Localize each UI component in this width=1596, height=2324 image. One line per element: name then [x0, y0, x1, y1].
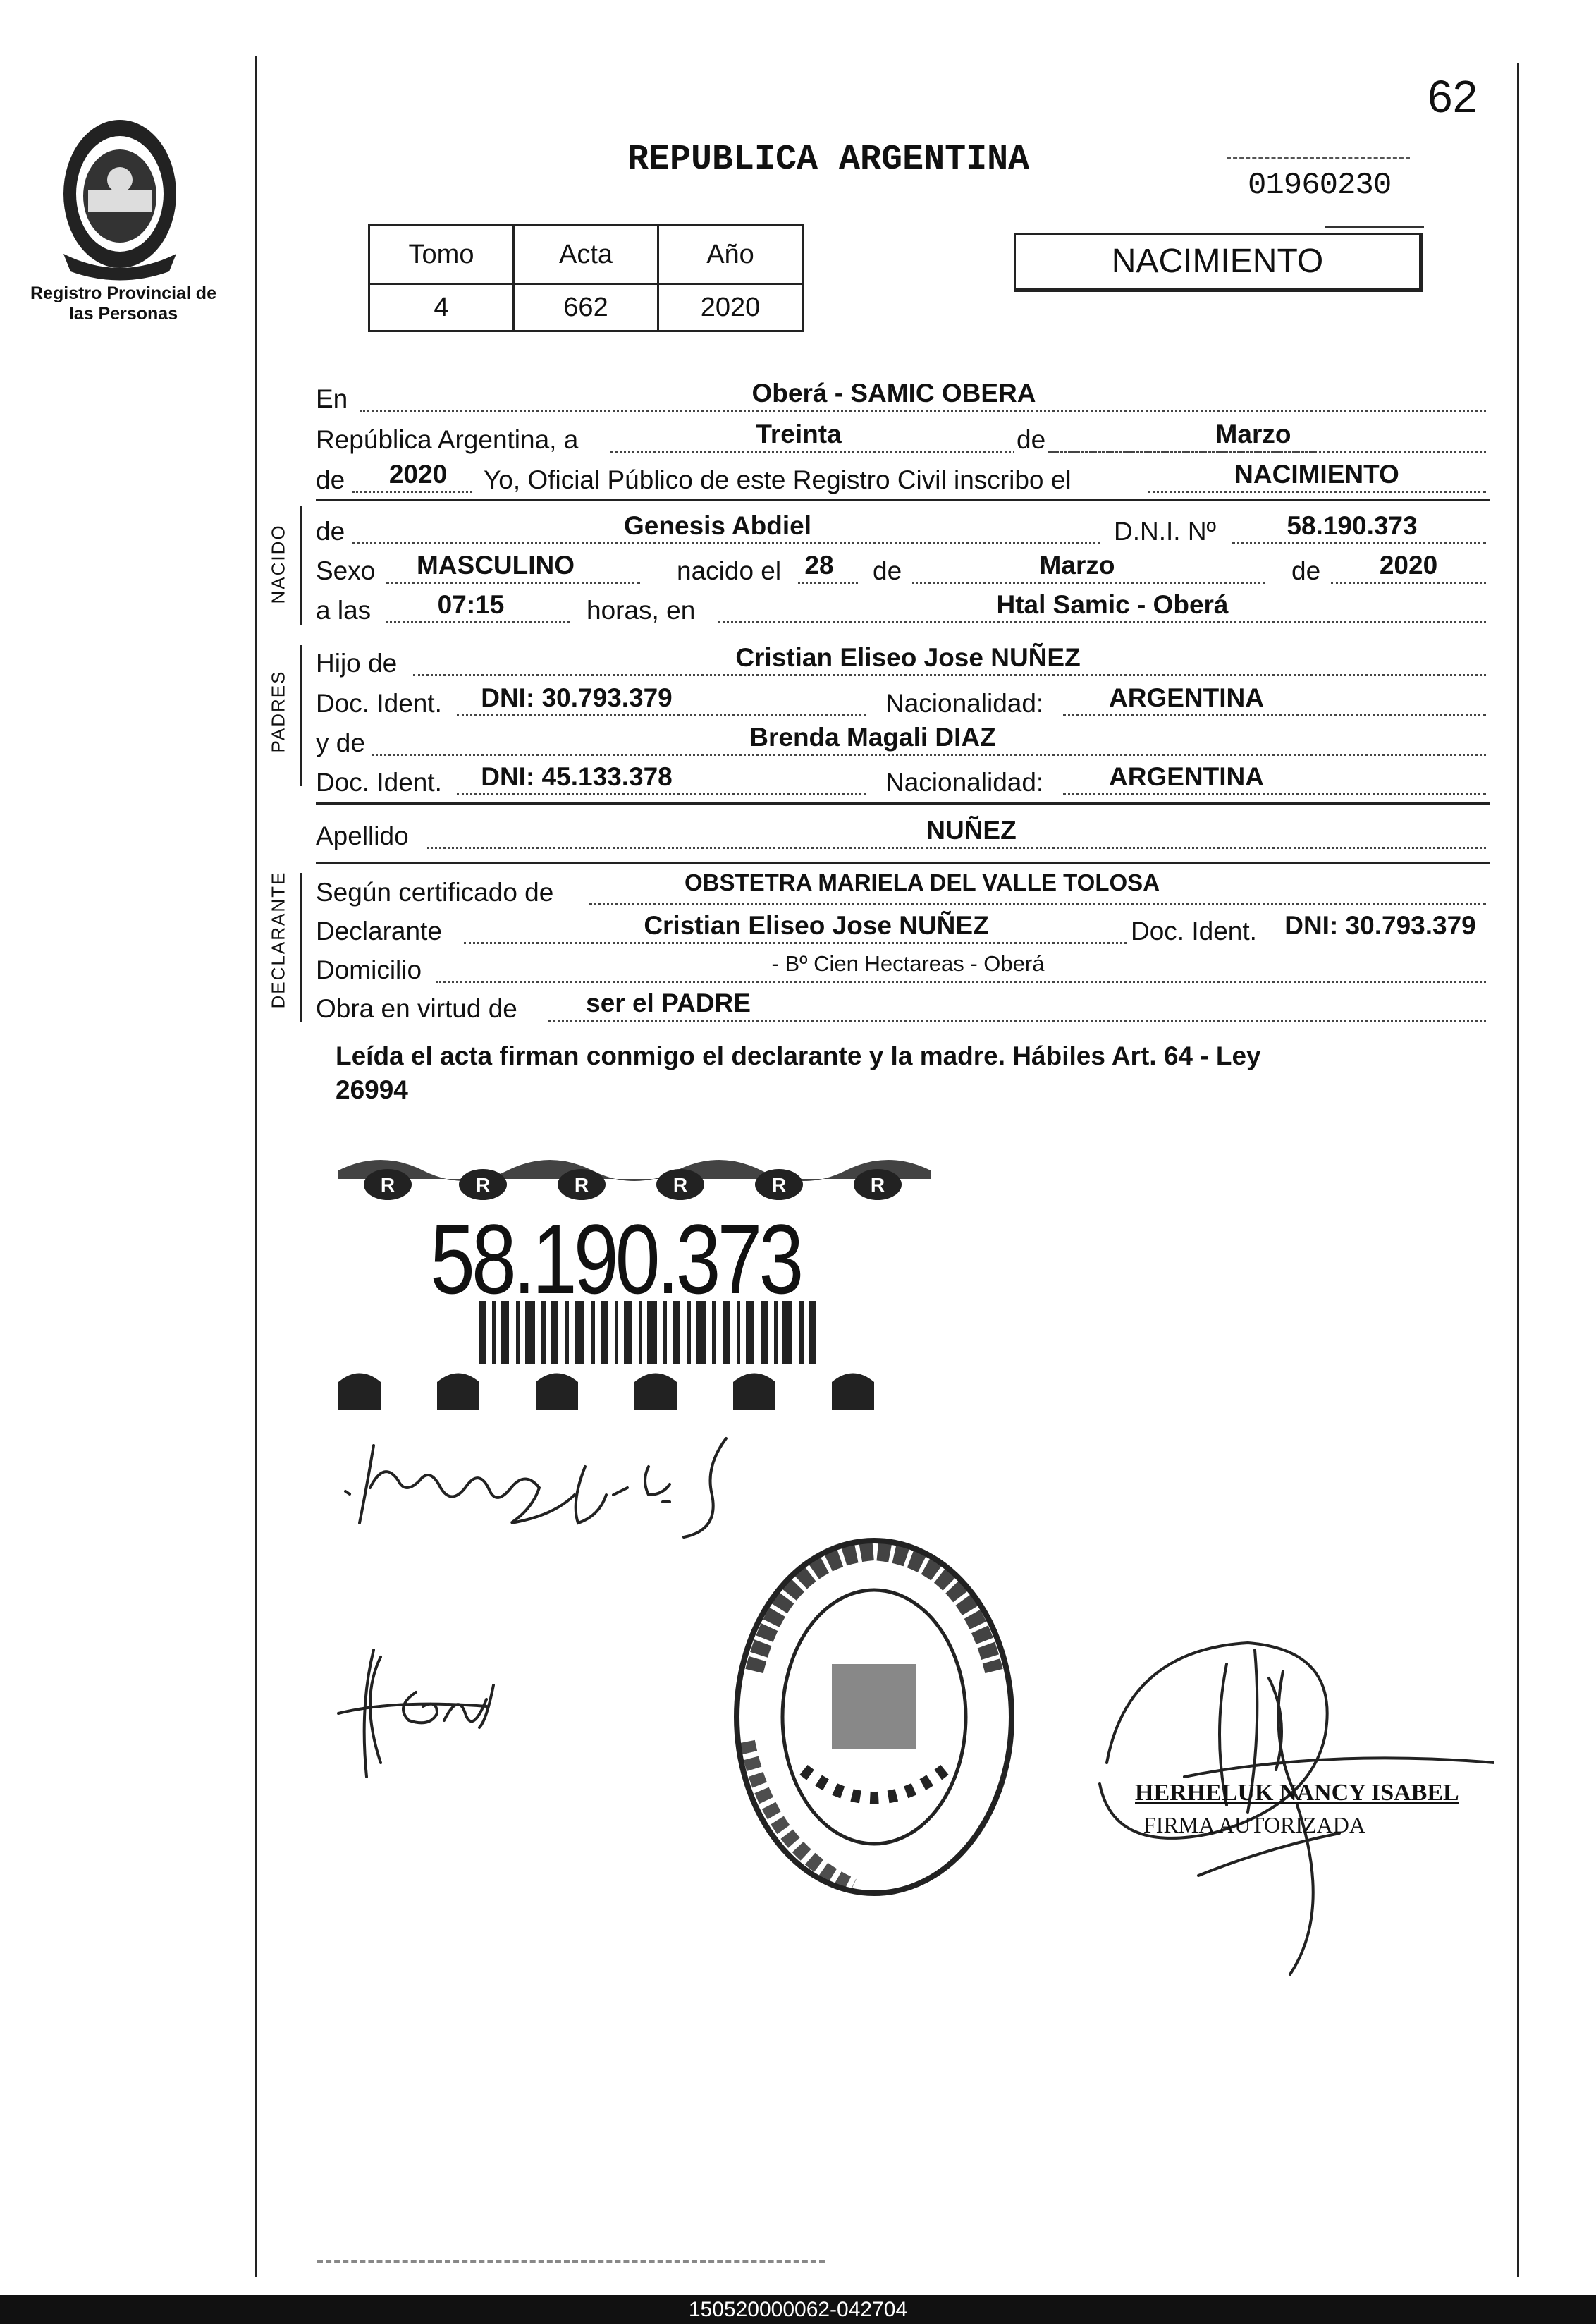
place-value: Oberá - SAMIC OBERA	[751, 379, 1036, 408]
closing-line-2: 26994	[336, 1075, 408, 1104]
month-value: Marzo	[1215, 420, 1291, 448]
birth-month: Marzo	[1039, 551, 1115, 580]
document-type-box	[1014, 233, 1423, 292]
official-role: FIRMA AUTORIZADA	[1143, 1812, 1365, 1837]
certificate-value: OBSTETRA MARIELA DEL VALLE TOLOSA	[684, 869, 1160, 895]
declarante-side-label: DECLARANTE	[267, 871, 289, 1009]
row-nacido-sexo: Sexo MASCULINO nacido el 28 de Marzo de 2020	[316, 556, 1486, 592]
document-type-label: NACIMIENTO	[1111, 243, 1324, 280]
svg-text:R: R	[380, 1174, 395, 1196]
reason-value: ser el PADRE	[586, 989, 751, 1017]
footer-bar	[0, 2295, 1596, 2324]
section-divider-1	[316, 499, 1490, 501]
record-table	[368, 224, 804, 332]
padres-side-label: PADRES	[267, 670, 289, 753]
father-doc: DNI: 30.793.379	[481, 683, 673, 712]
declarant-name: Cristian Eliseo Jose NUÑEZ	[644, 911, 989, 940]
ano-value: 2020	[658, 284, 803, 331]
barcode-sticker	[331, 1142, 966, 1410]
row-nacido-name: de Genesis Abdiel D.N.I. Nº 58.190.373	[316, 517, 1486, 552]
declarante-bracket	[300, 873, 302, 1022]
registry-label: Registro Provincial de las Personas	[30, 283, 216, 324]
svg-text:R: R	[771, 1174, 787, 1196]
row-padre-doc: Doc. Ident. DNI: 30.793.379 Nacionalidad: ARGENTINA	[316, 689, 1486, 724]
officer-signature-left	[331, 1636, 515, 1791]
day-value: Treinta	[756, 420, 842, 448]
official-name: HERHELUK NANCY ISABEL	[1135, 1780, 1459, 1806]
barcode-number: 58.190.373	[430, 1204, 801, 1314]
svg-text:R: R	[574, 1174, 589, 1196]
bottom-faint-line	[317, 2260, 825, 2263]
mother-nationality: ARGENTINA	[1109, 762, 1264, 791]
child-dni: 58.190.373	[1287, 511, 1418, 540]
mother-doc: DNI: 45.133.378	[481, 762, 673, 791]
row-declarante: Declarante Cristian Eliseo Jose NUÑEZ Doc. Ident. DNI: 30.793.379	[316, 917, 1486, 952]
row-nacido-hora: a las 07:15 horas, en Htal Samic - Oberá	[316, 596, 1486, 631]
row-republica: República Argentina, a Treinta de Marzo	[316, 425, 1486, 460]
declarant-signature	[331, 1424, 839, 1544]
tomo-value: 4	[369, 284, 514, 331]
row-statement: de 2020 Yo, Oficial Público de este Registro Civil inscribo el NACIMIENTO	[316, 465, 1486, 501]
acta-header: Acta	[514, 226, 658, 284]
serial-dashes	[1227, 157, 1410, 159]
page-number: 62	[1428, 71, 1478, 122]
section-divider-2	[316, 802, 1490, 805]
padres-bracket	[300, 645, 302, 786]
footer-code: 150520000062-042704	[688, 2298, 908, 2321]
child-name: Genesis Abdiel	[624, 511, 811, 540]
row-certificado: Según certificado de OBSTETRA MARIELA DEL VALLE TOLOSA	[316, 878, 1486, 913]
mother-name: Brenda Magali DIAZ	[749, 723, 996, 752]
nacido-side-label: NACIDO	[267, 524, 289, 604]
row-en: En Oberá - SAMIC OBERA	[316, 384, 1486, 420]
row-domicilio: Domicilio - Bº Cien Hectareas - Oberá	[316, 955, 1486, 991]
acta-value: 662	[514, 284, 658, 331]
birth-place: Htal Samic - Oberá	[996, 590, 1229, 619]
svg-text:R: R	[870, 1174, 885, 1196]
domicile-value: - Bº Cien Hectareas - Oberá	[771, 951, 1045, 976]
act-value: NACIMIENTO	[1234, 460, 1399, 489]
right-margin-line	[1517, 63, 1519, 2277]
serial-number: 01960230	[1248, 168, 1392, 203]
country-title: REPUBLICA ARGENTINA	[627, 140, 1030, 180]
nacido-bracket	[300, 506, 302, 625]
row-apellido: Apellido NUÑEZ	[316, 821, 1486, 857]
birth-year: 2020	[1379, 551, 1438, 580]
declarant-doc: DNI: 30.793.379	[1284, 911, 1476, 940]
father-nationality: ARGENTINA	[1109, 683, 1264, 712]
year-value: 2020	[388, 460, 448, 489]
birth-time: 07:15	[437, 590, 505, 619]
left-margin-line	[255, 56, 257, 2277]
birth-day: 28	[804, 551, 834, 580]
provincial-seal-logo	[49, 113, 190, 282]
father-name: Cristian Eliseo Jose NUÑEZ	[735, 643, 1081, 672]
official-stamp	[726, 1530, 1022, 1904]
row-madre-doc: Doc. Ident. DNI: 45.133.378 Nacionalidad: ARGENTINA	[316, 768, 1486, 803]
svg-text:R: R	[475, 1174, 491, 1196]
surname-value: NUÑEZ	[926, 816, 1017, 845]
serial-underline	[1325, 226, 1424, 228]
row-obra: Obra en virtud de ser el PADRE	[316, 994, 1486, 1029]
closing-line-1: Leída el acta firman conmigo el declarante y la madre. Hábiles Art. 64 - Ley	[336, 1041, 1261, 1070]
row-padre: Hijo de Cristian Eliseo Jose NUÑEZ	[316, 649, 1486, 684]
svg-text:R: R	[673, 1174, 688, 1196]
sexo-value: MASCULINO	[416, 551, 575, 580]
tomo-header: Tomo	[369, 226, 514, 284]
section-divider-3	[316, 862, 1490, 864]
row-madre: y de Brenda Magali DIAZ	[316, 728, 1486, 764]
ano-header: Año	[658, 226, 803, 284]
